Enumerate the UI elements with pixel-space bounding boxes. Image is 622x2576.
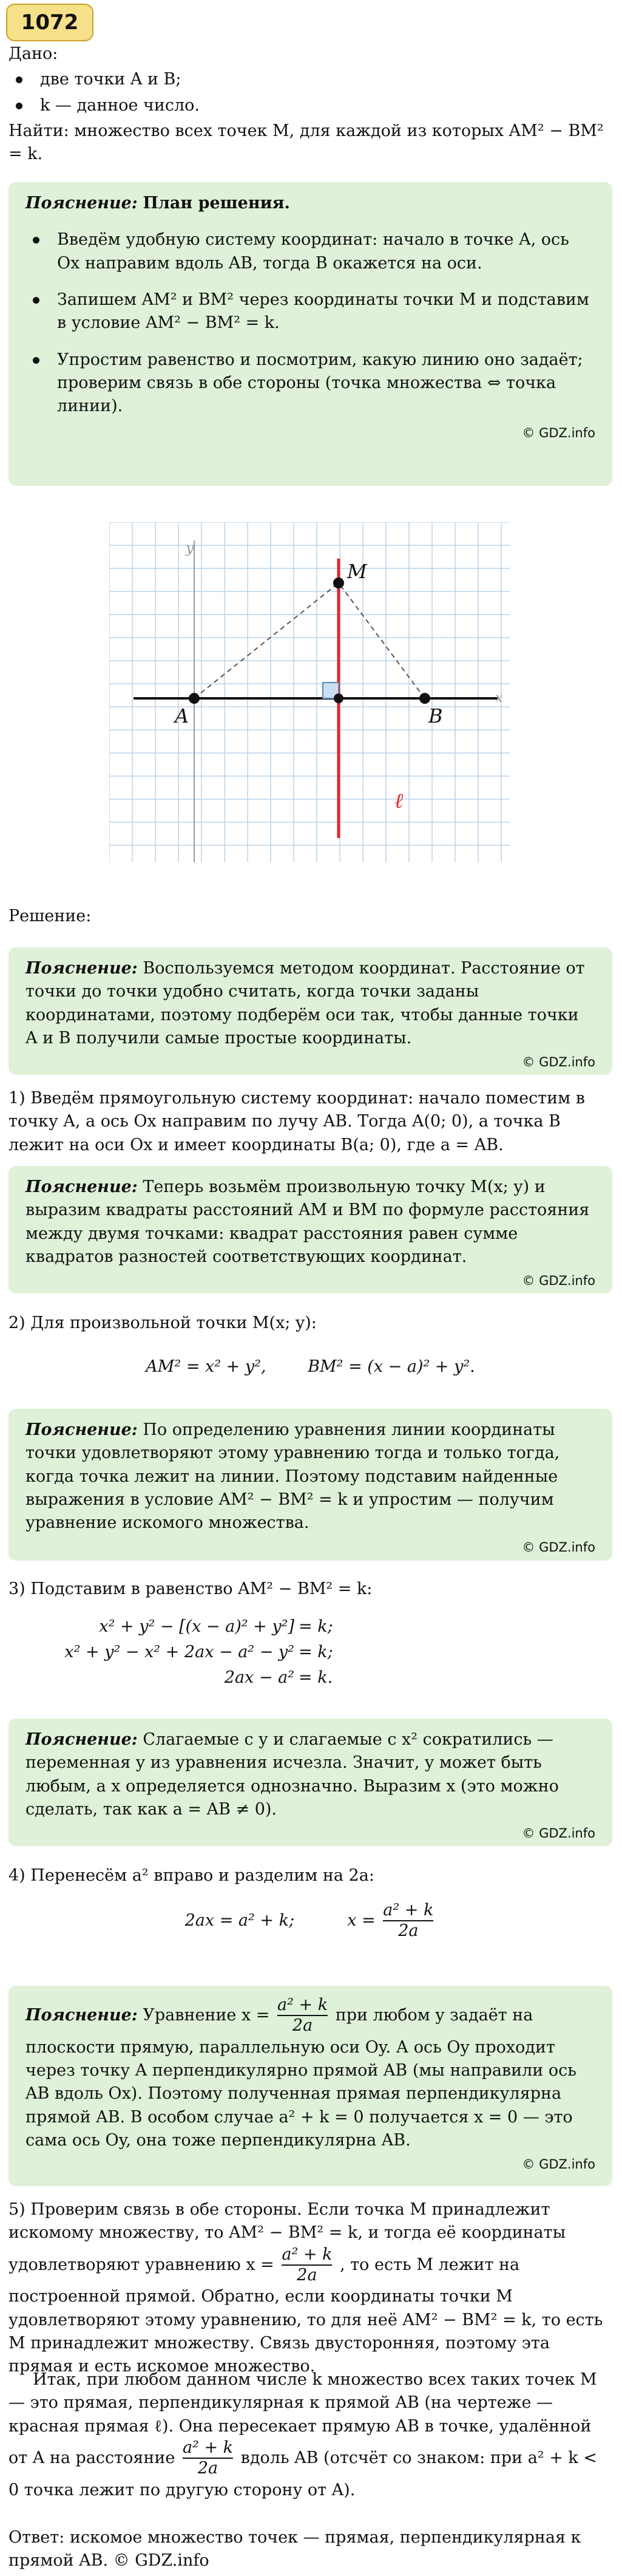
equation-row	[0, 1615, 622, 1641]
distance-formulas: AM² = x² + y², BM² = (x − a)² + y².	[146, 1357, 475, 1376]
step5-post: , то есть M лежит на построенной прямой. Обратно, если координаты точки M удовлетворяют этому уравнению, то для неё AM² − BM² = k, то есть M принадлежит множеству. Связь двусторонняя, поэтому эта прямая и есть искомое множество.	[8, 2255, 603, 2376]
eq-left: 2ax = a² + k;	[184, 1910, 295, 1930]
copyright: © GDZ.info	[522, 2157, 595, 2172]
note-label: Пояснение:	[25, 1730, 138, 1749]
label-l: ℓ	[394, 789, 404, 813]
note-text: при любом y задаёт на плоскости прямую, параллельную оси Oy. А ось Oy проходит через точку A перпендикулярно прямой AB (мы направили ось AB вдоль Ox). Поэтому полученная прямая перпендикулярна прямой AB. В особом случае a² + k = 0 получается x = 0 — это сама ось Oy, она тоже перпендикулярна AB.	[25, 2005, 576, 2150]
denominator: 2a	[277, 2015, 328, 2036]
problem-number-badge: 1072	[6, 4, 93, 41]
copyright: © GDZ.info	[522, 1055, 595, 1070]
eq-right: = k;	[299, 1617, 333, 1636]
fraction	[282, 2245, 332, 2286]
find-text: Найти: множество всех точек M, для каждой из которых AM² − BM² = k.	[8, 121, 604, 164]
note-label: Пояснение:	[25, 959, 138, 978]
conclusion	[8, 2368, 612, 2502]
given-section	[8, 43, 612, 166]
explanation-note	[8, 1166, 612, 1293]
given-item: k — данное число.	[8, 94, 612, 117]
note-label: Пояснение:	[25, 1177, 138, 1196]
copyright: © GDZ.info	[522, 1826, 595, 1841]
point-a	[189, 693, 200, 704]
plan-item: Упростим равенство и посмотрим, какую линию оно задаёт; проверим связь в обе стороны (точка множества ⇔ точка линии).	[25, 349, 595, 418]
note-text: По определению уравнения линии координаты точки удовлетворяют этому уравнению тогда и только тогда, когда точка лежит на линии. Поэтому подставим найденные выражения в условие AM² − BM² = k и упростим — получим уравнение искомого множества.	[25, 1420, 560, 1533]
note-text: Слагаемые с y и слагаемые с x² сократились — переменная y из уравнения исчезла. Значит, y может быть любым, а x определяется однозначно. Выразим x (это можно сделать, так как a = AB ≠ 0).	[25, 1730, 559, 1819]
explanation-note	[8, 1409, 612, 1561]
step-3: 3) Подставим в равенство AM² − BM² = k:	[8, 1579, 373, 1598]
step-5	[8, 2198, 612, 2379]
point-b	[419, 693, 430, 704]
note-label: Пояснение:	[25, 194, 138, 213]
plan-title: План решения.	[143, 194, 290, 213]
numerator: a² + k	[182, 2438, 234, 2457]
equation-row	[0, 1641, 622, 1666]
y-axis-label: y	[186, 539, 194, 556]
fraction	[383, 1901, 433, 1941]
geometry-figure	[109, 522, 510, 862]
step-4: 4) Перенесём a² вправо и разделим на 2a:	[8, 1866, 374, 1885]
given-item: две точки A и B;	[8, 68, 612, 91]
solution-title: Решение:	[8, 907, 92, 925]
explanation-note	[8, 947, 612, 1075]
grid	[109, 522, 510, 862]
eq-left: 2ax − a²	[224, 1668, 294, 1687]
eq-right: = k.	[299, 1668, 333, 1687]
plan-note	[8, 182, 612, 486]
conclusion-post: вдоль AB (отсчёт со знаком: при a² + k < 0 точка лежит по другую сторону от A).	[8, 2448, 597, 2499]
note-text: Воспользуемся методом координат. Расстояние от точки до точки удобно считать, когда точки заданы координатами, поэтому подберём оси так, чтобы данные точки A и B получили самые простые координаты.	[25, 959, 585, 1048]
answer: Ответ: искомое множество точек — прямая, перпендикулярная к прямой AB. © GDZ.info	[8, 2528, 581, 2571]
x-axis-label: x	[495, 690, 503, 706]
plan-item: Запишем AM² и BM² через координаты точки M и подставим в условие AM² − BM² = k.	[25, 288, 595, 335]
copyright: © GDZ.info	[522, 425, 595, 440]
fraction	[183, 2438, 233, 2479]
explanation-note	[8, 1986, 612, 2186]
segment-bm	[339, 583, 425, 698]
eq-right: = k;	[299, 1643, 333, 1661]
plan-item: Введём удобную систему координат: начало в точке A, ось Ox направим вдоль AB, тогда B окажется на оси.	[25, 228, 595, 275]
copyright: © GDZ.info	[522, 1273, 595, 1289]
eq-left: x² + y² − x² + 2ax − a² − y²	[64, 1643, 294, 1661]
point-m	[333, 578, 344, 588]
explanation-note	[8, 1719, 612, 1846]
numerator: a² + k	[282, 2244, 333, 2264]
equation-system	[0, 1615, 622, 1692]
step-1: 1) Введём прямоугольную систему координат: начало поместим в точку A, а ось Ox направим по лучу AB. Тогда A(0; 0), а точка B лежит на оси Ox и имеет координаты B(a; 0), где a = AB.	[8, 1089, 585, 1154]
note-label: Пояснение:	[25, 1420, 138, 1439]
given-title: Дано:	[8, 44, 58, 63]
label-m: M	[347, 560, 367, 583]
denominator: 2a	[383, 1920, 433, 1941]
equation-row	[0, 1666, 622, 1692]
note-label: Пояснение:	[25, 2005, 138, 2025]
x-formula	[8, 1901, 612, 1941]
eq-left: x² + y² − [(x − a)² + y²]	[99, 1617, 294, 1636]
conclusion-pre: Итак, при любом данном числе k множество всех таких точек M — это прямая, перпендикулярная к прямой AB (на чертеже — красная прямая ℓ). Она пересекает прямую AB в точке, удалённой от A на расстояние	[8, 2370, 597, 2467]
numerator: a² + k	[383, 1901, 434, 1920]
denominator: 2a	[183, 2458, 233, 2478]
label-b: B	[428, 704, 443, 727]
fraction	[277, 1995, 328, 2036]
step5-pre: 5) Проверим связь в обе стороны. Если точка M принадлежит искомому множеству, то AM² − BM² = k, и тогда её координаты удовлетворяют уравнению x =	[8, 2200, 566, 2274]
note-pre: Уравнение x =	[143, 2005, 270, 2025]
point-intersection	[334, 693, 343, 703]
copyright: © GDZ.info	[522, 1539, 595, 1555]
eq-x: x =	[347, 1910, 376, 1930]
denominator: 2a	[282, 2264, 332, 2285]
step-2: 2) Для произвольной точки M(x; y):	[8, 1314, 317, 1332]
numerator: a² + k	[277, 1995, 328, 2014]
label-a: A	[175, 704, 189, 727]
note-text: Теперь возьмём произвольную точку M(x; y) и выразим квадраты расстояний AM и BM по формуле расстояния между двумя точками: квадрат расстояния равен сумме квадратов разностей соответствующих координат.	[25, 1177, 590, 1266]
